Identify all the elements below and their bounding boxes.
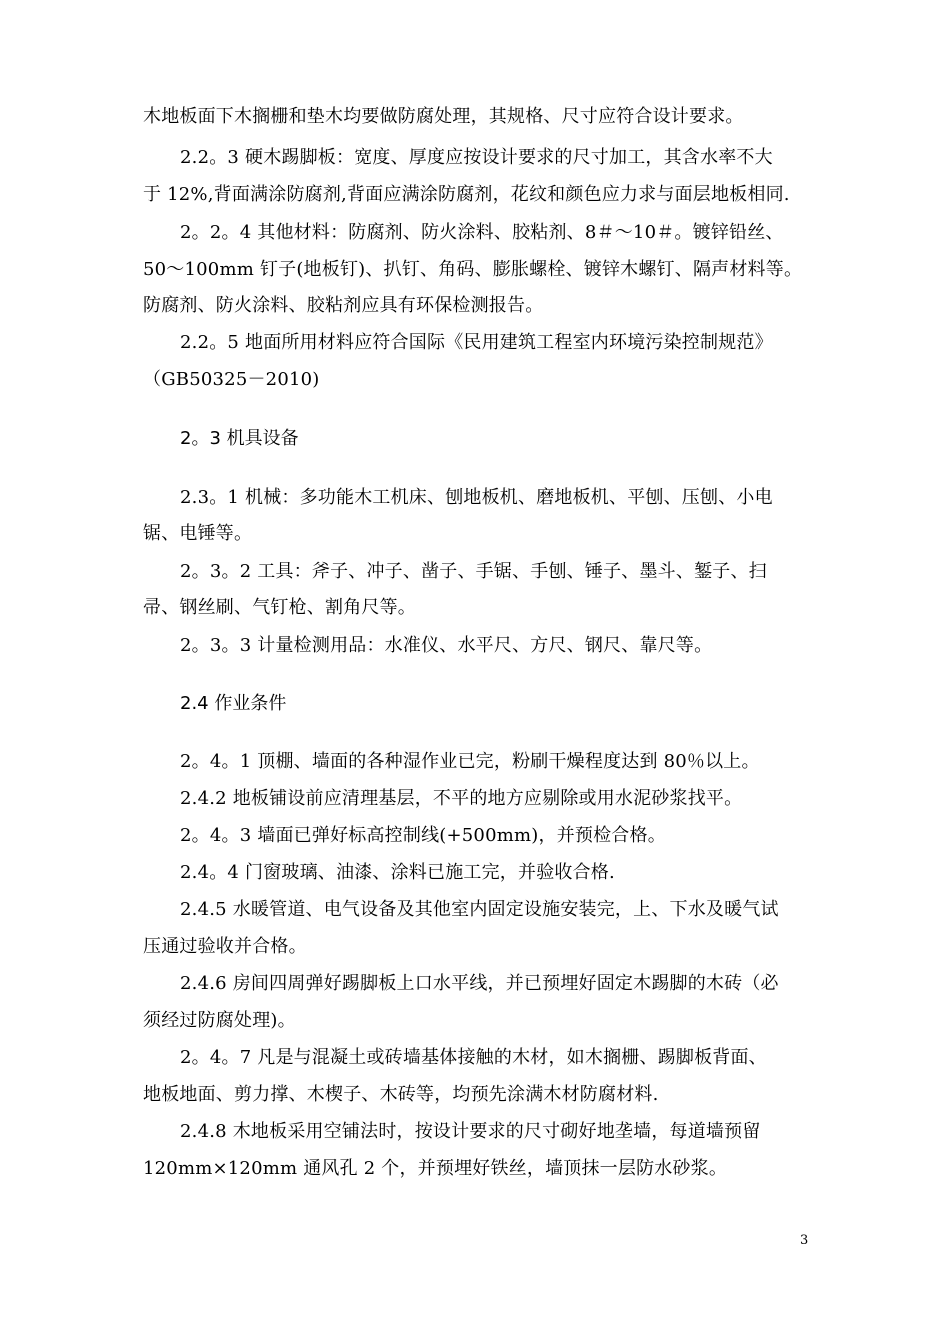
paragraph-line: 锯、电锤等。: [143, 523, 253, 544]
paragraph-line: 木地板面下木搁栅和垫木均要做防腐处理，其规格、尺寸应符合设计要求。: [143, 106, 744, 127]
paragraph-line: 于 12%,背面满涂防腐剂,背面应满涂防腐剂，花纹和颜色应力求与面层地板相同.: [143, 184, 790, 205]
section-heading: 2。3 机具设备: [180, 428, 299, 449]
paragraph-line: 2.3。1 机械：多功能木工机床、刨地板机、磨地板机、平刨、压刨、小电: [180, 487, 773, 508]
paragraph-line: 2.2。5 地面所用材料应符合国际《民用建筑工程室内环境污染控制规范》: [180, 332, 773, 353]
page-number: 3: [800, 1233, 809, 1248]
paragraph-line: 2.4.5 水暖管道、电气设备及其他室内固定设施安装完，上、下水及暖气试: [180, 899, 779, 920]
paragraph-line: 防腐剂、防火涂料、胶粘剂应具有环保检测报告。: [143, 295, 544, 316]
paragraph-line: 2。3。3 计量检测用品：水准仪、水平尺、方尺、钢尺、靠尺等。: [180, 635, 713, 656]
paragraph-line: 2.2。3 硬木踢脚板：宽度、厚度应按设计要求的尺寸加工，其含水率不大: [180, 147, 773, 168]
paragraph-line: 地板地面、剪力撑、木楔子、木砖等，均预先涂满木材防腐材料.: [143, 1084, 659, 1105]
paragraph-line: 压通过验收并合格。: [143, 936, 307, 957]
paragraph-line: 2.4.8 木地板采用空铺法时，按设计要求的尺寸砌好地垄墙，每道墙预留: [180, 1121, 761, 1142]
paragraph-line: 2.4。4 门窗玻璃、油漆、涂料已施工完，并验收合格.: [180, 862, 615, 883]
paragraph-line: 2。4。3 墙面已弹好标高控制线(+500mm)，并预检合格。: [180, 825, 666, 846]
paragraph-line: 须经过防腐处理)。: [143, 1010, 296, 1031]
paragraph-line: 2。4。7 凡是与混凝土或砖墙基体接触的木材，如木搁栅、踢脚板背面、: [180, 1047, 767, 1068]
paragraph-line: 2.4.6 房间四周弹好踢脚板上口水平线，并已预埋好固定木踢脚的木砖（必: [180, 973, 779, 994]
paragraph-line: 2。4。1 顶棚、墙面的各种湿作业已完，粉刷干燥程度达到 80％以上。: [180, 751, 760, 772]
paragraph-line: 50～100mm 钉子(地板钉)、扒钉、角码、膨胀螺栓、镀锌木螺钉、隔声材料等。: [143, 259, 803, 280]
paragraph-line: 2.4.2 地板铺设前应清理基层，不平的地方应剔除或用水泥砂浆找平。: [180, 788, 743, 809]
paragraph-line: 2。3。2 工具：斧子、冲子、凿子、手锯、手刨、锤子、墨斗、錾子、扫: [180, 561, 767, 582]
paragraph-line: 120mm×120mm 通风孔 2 个，并预埋好铁丝，墙顶抹一层防水砂浆。: [143, 1158, 728, 1179]
paragraph-line: 2。2。4 其他材料：防腐剂、防火涂料、胶粘剂、8＃～10＃。镀锌铅丝、: [180, 222, 784, 243]
paragraph-line: 帚、钢丝刷、气钉枪、割角尺等。: [143, 597, 416, 618]
section-heading: 2.4 作业条件: [180, 693, 287, 714]
paragraph-line: （GB50325－2010): [143, 369, 320, 390]
